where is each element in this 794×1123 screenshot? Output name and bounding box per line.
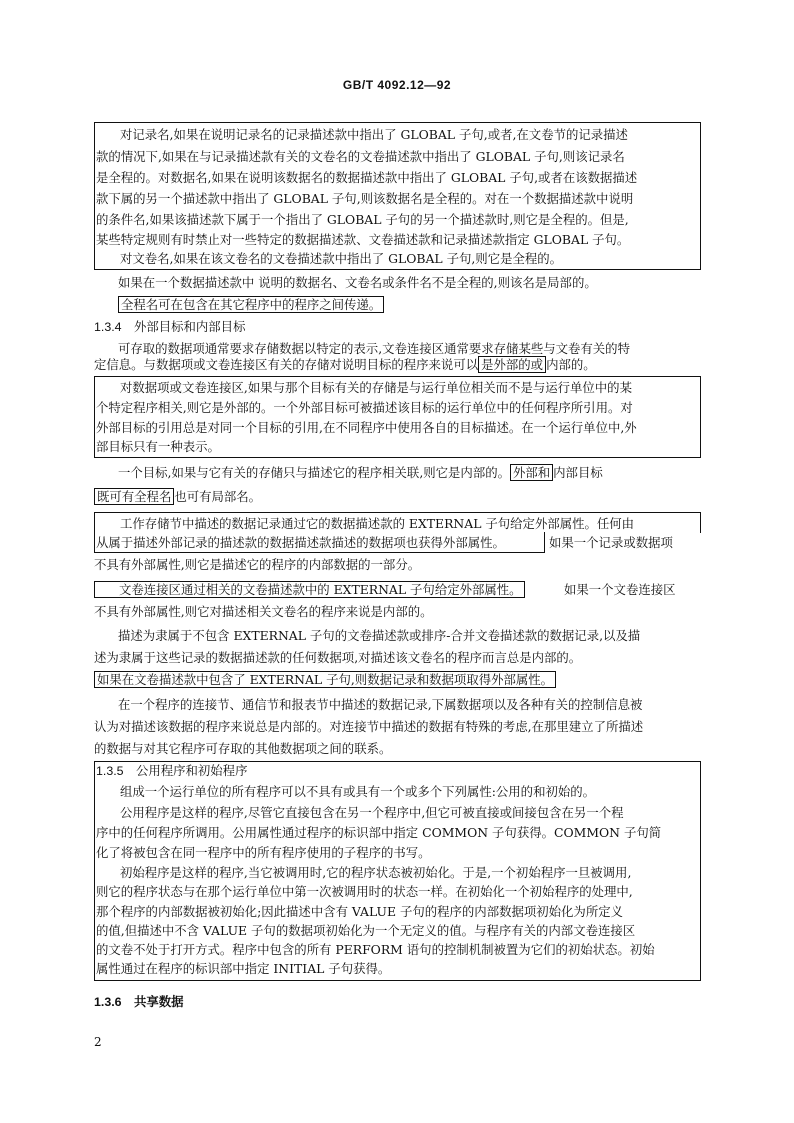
box2-line: 对数据项或文卷连接区,如果与那个目标有关的存储是与运行单位相关而不是与运行单位中的某 <box>120 380 632 395</box>
global-pass-box: 全程名可在包含在其它程序中的程序之间传递。 <box>118 295 384 314</box>
standard-header: GB/T 4092.12—92 <box>342 78 452 92</box>
box6-line: 化了将被包含在同一程序中的所有程序使用的子程序的书写。 <box>96 845 431 860</box>
linkage-line1: 在一个程序的连接节、通信节和报表节中描述的数据记录,下属数据项以及各种有关的控制信息被 <box>118 697 643 712</box>
record-tail: 如果一个记录或数据项 <box>549 535 673 550</box>
box6-line: 则它的程序状态与在那个运行单位中第一次被调用时的状态一样。在初始化一个初始程序的处理中, <box>96 884 633 899</box>
box1-line: 的条件名,如果该描述款下属于一个指出了 GLOBAL 子句的另一个描述款时,则它是全程的。但是, <box>96 212 629 227</box>
box3-line: 工作存储节中描述的数据记录通过它的数据描述款的 EXTERNAL 子句给定外部属性。任何由 <box>120 516 635 531</box>
file-connector-tail: 如果一个文卷连接区 <box>564 582 676 597</box>
box1-line: 某些特定规则有时禁止对一些特定的数据描述款、文卷描述款和记录描述款指定 GLOBAL 子句。 <box>96 232 630 247</box>
box6-line: 属性通过在程序的标识部中指定 INITIAL 子句获得。 <box>96 961 391 976</box>
external-or-box: 是外部的或 <box>478 356 546 373</box>
file-connector-box: 文卷连接区通过相关的文卷描述款中的 EXTERNAL 子句给定外部属性。 <box>94 580 525 599</box>
para-134-line2: 定信息。与数据项或文卷连接区有关的存储对说明目标的程序来说可以 是外部的或 内部的。 <box>94 357 596 372</box>
box6-line: 的文卷不处于打开方式。程序中包含的所有 PERFORM 语句的控制机制被置为它们的初始状态。初始 <box>96 942 655 957</box>
internal-object-line1: 一个目标,如果与它有关的存储只与描述它的程序相关联,则它是内部的。 外部和 内部目标 <box>118 465 603 480</box>
file-connector-line2: 不具有外部属性,则它对描述相关文卷名的程序来说是内部的。 <box>94 604 433 619</box>
box1-line: 款的情况下,如果在与记录描述款有关的文卷名的文卷描述款中指出了 GLOBAL 子句,则该记录名 <box>96 149 625 164</box>
box6-line: 的值,但描述中不含 VALUE 子句的数据项初始化为一个无定义的值。与程序有关的内部文卷连接区 <box>96 923 636 938</box>
local-name-paragraph: 如果在一个数据描述款中 说明的数据名、文卷名或条件名不是全程的,则该名是局部的。 <box>118 275 597 290</box>
box1-line: 款下属的另一个描述款中指出了 GLOBAL 子句,则该数据名是全程的。对在一个数据描述款中说明 <box>96 191 634 206</box>
box6-line: 那个程序的内部数据被初始化;因此描述中含有 VALUE 子句的程序的内部数据项初始化为所定义 <box>96 904 623 919</box>
desc-line1: 描述为隶属于不包含 EXTERNAL 子句的文卷描述款或排序-合并文卷描述款的数据记录,以及描 <box>118 628 641 643</box>
box3-line: 从属于描述外部记录的描述款的数据描述款描述的数据项也获得外部属性。 <box>96 535 505 550</box>
box1-line: 对文卷名,如果在该文卷名的文卷描述款中指出了 GLOBAL 子句,则它是全程的。 <box>120 251 563 266</box>
record-line2: 不具有外部属性,则它是描述它的程序的内部数据的一部分。 <box>94 557 421 572</box>
box1-line: 对记录名,如果在说明记录名的记录描述款中指出了 GLOBAL 子句,或者,在文卷节的记录描述 <box>120 127 628 142</box>
internal-object-line2: 既可有全程名 也可有局部名。 <box>94 487 261 506</box>
desc-line2: 述为隶属于这些记录的数据描述款的任何数据项,对描述该文卷名的程序而言总是内部的。 <box>94 650 582 665</box>
linkage-line3: 的数据与对其它程序可存取的其他数据项之间的联系。 <box>94 741 392 756</box>
section-heading-1-3-6: 1.3.6 共享数据 <box>94 995 184 1009</box>
box2-line: 部目标只有一种表示。 <box>96 439 220 454</box>
linkage-line2: 认为对描述该数据的程序来说总是内部的。对连接节中描述的数据有特殊的考虑,在那里建立了所描述 <box>94 719 644 734</box>
para-134-line1: 可存取的数据项通常要求存储数据以特定的表示,文卷连接区通常要求存储某些与文卷有关的特 <box>118 341 630 356</box>
page-number: 2 <box>94 1035 102 1049</box>
box6-line: 组成一个运行单位的所有程序可以不具有或具有一个或多个下列属性:公用的和初始的。 <box>120 784 596 799</box>
box6-line: 初始程序是这样的程序,当它被调用时,它的程序状态被初始化。于是,一个初始程序一旦被调用, <box>120 865 632 880</box>
box2-line: 外部目标的引用总是对同一个目标的引用,在不同程序中使用各自的目标描述。在一个运行单位中,外 <box>96 420 637 435</box>
box6-line: 序中的任何程序所调用。公用属性通过程序的标识部中指定 COMMON 子句获得。COMMON 子句简 <box>96 825 662 840</box>
box1-line: 是全程的。对数据名,如果在说明该数据名的数据描述款中指出了 GLOBAL 子句,或者在该数据描述 <box>96 170 638 185</box>
section-heading-1-3-5: 1.3.5 公用程序和初始程序 <box>96 764 248 778</box>
box2-line: 个特定程序相关,则它是外部的。一个外部目标可被描述该目标的运行单位中的任何程序所引用。对 <box>96 400 633 415</box>
external-file-box: 如果在文卷描述款中包含了 EXTERNAL 子句,则数据记录和数据项取得外部属性。 <box>94 670 556 689</box>
section-heading-1-3-4: 1.3.4 外部目标和内部目标 <box>94 320 246 334</box>
box6-line: 公用程序是这样的程序,尽管它直接包含在另一个程序中,但它可被直接或间接包含在另一个程 <box>120 805 624 820</box>
